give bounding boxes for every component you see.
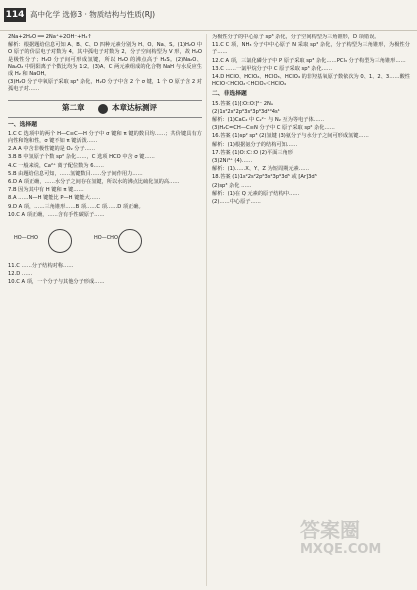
answer-item: 11.C ……分子结构对称……: [8, 263, 74, 270]
paragraph: (3)H₂O 分子中氧原子采取 sp³ 杂化，H₂O 分子中含 2 个 σ 键，1 个 O 原子含 2 对孤电子对……: [8, 79, 202, 93]
structure-diagram: [8, 221, 202, 261]
answer-item: 18.答案 (1)1s²2s²2p⁶3s²3p⁶3d⁵ 或 [Ar]3d⁵: [212, 174, 317, 181]
section-heading: 二、非选择题: [212, 91, 247, 98]
watermark-text: 答案圈: [300, 518, 360, 542]
answer-item: 10.C A 项，一个分子与其他分子形成……: [8, 279, 105, 286]
answer-item: 1.C C 选项中的两个 H—C≡C—H 分子中 σ 键和 π 键的数目均……；共价键具有方向性和饱和性，σ 键不如 π 键活泼……: [8, 130, 202, 145]
benzene-ring-icon: [48, 229, 72, 253]
explanation: (2)……中心原子……: [212, 199, 261, 206]
page-number: 114: [5, 10, 25, 20]
section-heading: 一、选择题: [8, 121, 37, 128]
explanation: (3)H₂C=CH—C≡N 分子中 C 原子采取 sp² 杂化……: [212, 125, 335, 132]
diagram-label: HO—CHO: [14, 235, 38, 242]
chapter-title: 本章达标测评: [112, 102, 157, 112]
column-divider: [206, 34, 207, 586]
page-header: [0, 0, 417, 31]
header-title: 高中化学 选修3 · 物质结构与性质(RJ): [30, 10, 156, 19]
answer-item: 5.B 由题给信息可知，……氢键数目……分子间作用力……: [8, 170, 143, 177]
answer-item: 12.D ……: [8, 271, 33, 278]
answer-item: 12.C A 项，三氯化磷分子中 P 原子采取 sp³ 杂化……PCl₃ 分子构型为三角锥形……: [212, 57, 406, 64]
benzene-ring-icon: [118, 229, 142, 253]
explanation: 解析：(1)CaC₂ 中 C₂²⁻ 与 N₂ 互为等电子体……: [212, 117, 325, 124]
answer-item: 2.A A 中含非极性键的是 O₂ 分子……: [8, 146, 96, 153]
answer-item: (3)2Ni³⁺ (4)……: [212, 158, 253, 165]
answer-item: 8.A ……N—H 键能比 P—H 键能大……: [8, 195, 101, 202]
answer-item: 7.B 因为其中有 H 键和 π 键……: [8, 187, 84, 194]
answer-item: 13.C ……一氯甲烷分子中 C 原子采取 sp³ 杂化……: [212, 65, 333, 72]
equation: 2Na+2H₂O ══ 2Na⁺+2OH⁻+H₂↑: [8, 34, 92, 40]
right-column: [212, 34, 410, 586]
watermark-logo: [300, 518, 410, 580]
explanation: 解析：(1)在 Q 元素的原子结构中……: [212, 190, 300, 197]
answer-item: 3.B B 中氢原子个数 sp² 杂化……，C 选项 HCO 中含 σ 键……: [8, 154, 155, 161]
answer-item: 16.答案 (1)sp² sp³ (2)氢键 (3)氨分子与水分子之间可形成氢键……: [212, 133, 369, 140]
watermark-url: MXQE.COM: [300, 542, 382, 557]
chapter-label: 第二章: [62, 102, 85, 112]
left-column: [8, 34, 202, 586]
paragraph: 为极性分子的中心原子 sp³ 杂化，分子空间构型为三角锥形，D 项错误。: [212, 34, 380, 40]
answer-item: 14.D HClO、HClO₂、HClO₃、HClO₄ 的非羟基氧原子数依次为 0、1、2、3……酸性 HClO＜HClO₂＜HClO₃＜HClO₄: [212, 74, 410, 88]
explanation: 解析：(1)……X、Y、Z 为短周期元素……: [212, 166, 310, 173]
answer-item: 15.答案 (1)[∶O∶∶O∶]²⁻ 2Nₐ: [212, 100, 273, 107]
chapter-dot-icon: [98, 104, 108, 114]
answer-item: 17.答案 (1)O∷C∷O (2)平面三角形: [212, 149, 293, 156]
answer-item: (2)sp³ 杂化 ……: [212, 182, 252, 189]
paragraph: 解析：根据题给信息可知 A、B、C、D 四种元素分别为 H、O、Na、S。(1)H₂O 中 O 原子的价层电子对数为 4，其中孤电子对数为 2，分子空间构型为 V 形，故 H₂O 是极性分子；H₂O 分子间可形成氢键，所以 H₂O 的沸点高于 H₂S。(2)Na₂O、Na₂O₂ 中阴阳离子个数比均为 1∶2。(3)A、C 两元素组成的化合物 NaH 与水反应生成 H₂ 和 NaOH。: [8, 42, 202, 78]
answer-item: 11.C C 项，NH₃ 分子中中心原子 N 采取 sp³ 杂化，分子构型为三角锥形，为极性分子……: [212, 42, 410, 56]
explanation: 解析：(1)根据氨分子的结构可知……: [212, 141, 298, 148]
answer-item: 10.C A 项正确，……含有手性碳原子……: [8, 211, 105, 218]
answer-item: 6.D A 项正确，……水分子之间存在氢键，所以水的沸点比硫化氢的高……: [8, 179, 180, 186]
answer-item: (2)1s²2s²2p⁶3s²3p⁶3d¹⁰4s¹: [212, 108, 280, 115]
chapter-banner: [8, 100, 202, 118]
answer-item: 4.C 一般来说，Ca²⁺ 离子配位数为 6……: [8, 162, 104, 169]
diagram-label: HO—CHO: [94, 235, 118, 242]
answer-item: 9.D A 项，……三角锥形……B 项……C 项……D 项正确。: [8, 203, 144, 210]
